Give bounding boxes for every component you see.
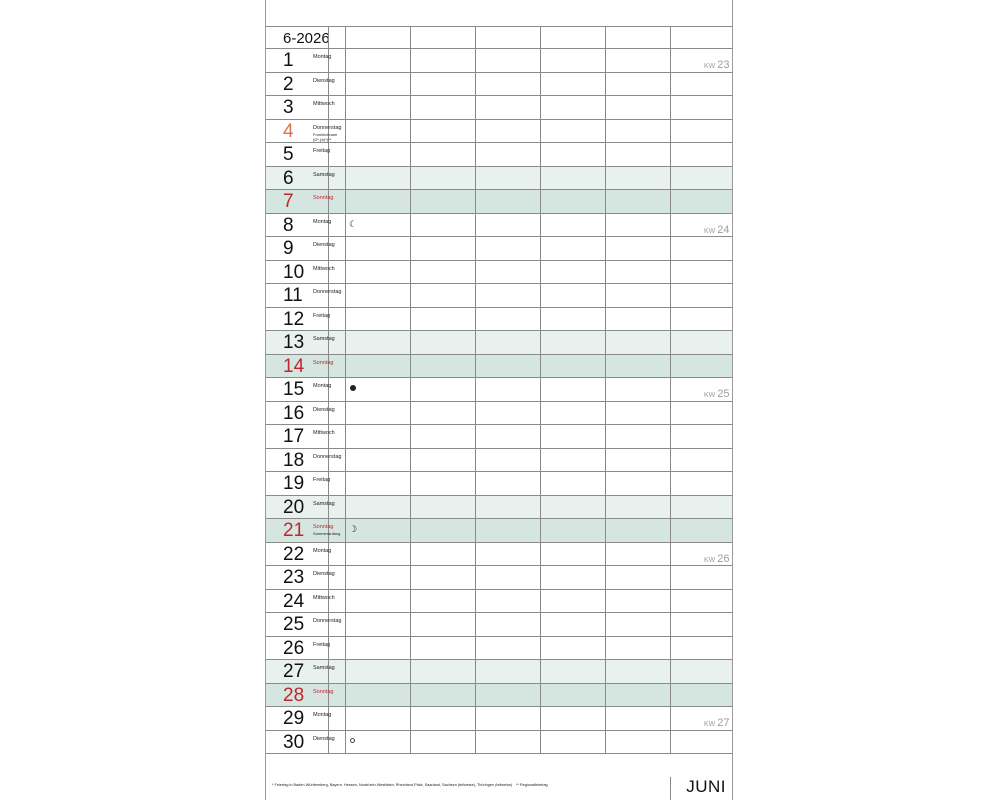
day-number: 29 <box>283 708 305 729</box>
day-row[interactable] <box>266 566 732 590</box>
day-row[interactable] <box>266 425 732 449</box>
day-row[interactable] <box>266 660 732 684</box>
weekday-label: Samstag <box>313 665 335 671</box>
day-row[interactable] <box>266 355 732 379</box>
day-number: 4 <box>283 120 294 142</box>
day-number: 14 <box>283 355 305 377</box>
top-margin <box>266 0 732 27</box>
day-row[interactable] <box>266 449 732 473</box>
day-number: 8 <box>283 214 294 236</box>
day-row[interactable] <box>266 684 732 708</box>
day-number: 11 <box>283 285 303 306</box>
day-number: 2 <box>283 73 294 95</box>
day-note: Fronleichnam <box>313 131 338 137</box>
day-number: 20 <box>283 496 305 518</box>
weekday-label: Dienstag <box>313 77 335 84</box>
weekday-label: Montag <box>313 712 332 718</box>
day-number: 25 <box>283 614 305 635</box>
weekday-label: Donnerstag <box>313 289 342 295</box>
weekday-label: Sonntag <box>313 359 334 366</box>
day-row[interactable] <box>266 49 732 73</box>
weekday-label: Donnerstag <box>313 618 342 624</box>
day-number: 27 <box>283 661 305 682</box>
month-name: JUNI <box>686 777 726 796</box>
day-note: Sommeranfang <box>313 531 341 536</box>
day-number: 1 <box>283 50 294 71</box>
day-number: 26 <box>283 637 305 659</box>
calendar-week: KW 27 <box>704 717 730 729</box>
day-row[interactable] <box>266 331 732 355</box>
day-row[interactable] <box>266 167 732 191</box>
day-row[interactable] <box>266 613 732 637</box>
day-number: 7 <box>283 191 294 212</box>
day-row[interactable] <box>266 120 732 144</box>
weekday-label: Mittwoch <box>313 430 335 436</box>
weekday-label: Mittwoch <box>313 265 335 272</box>
day-row[interactable] <box>266 496 732 520</box>
day-number: 18 <box>283 449 305 471</box>
weekday-label: Montag <box>313 547 332 554</box>
day-number: 28 <box>283 684 305 706</box>
weekday-label: Dienstag <box>313 571 335 577</box>
day-number: 19 <box>283 473 305 494</box>
weekday-label: Freitag <box>313 641 331 648</box>
day-number: 5 <box>283 144 294 165</box>
weekday-label: Samstag <box>313 500 335 507</box>
weekday-label: Donnerstag <box>313 453 342 460</box>
full-moon-icon <box>350 738 355 743</box>
calendar-planner <box>265 0 733 800</box>
day-row[interactable] <box>266 637 732 661</box>
day-number: 13 <box>283 332 305 353</box>
weekday-label: Montag <box>313 383 332 389</box>
weekday-label: Dienstag <box>313 735 335 742</box>
waning-moon-icon: ☾ <box>348 218 358 229</box>
day-row[interactable] <box>266 543 732 567</box>
day-row[interactable] <box>266 378 732 402</box>
weekday-label: Mittwoch <box>313 594 335 601</box>
day-row[interactable] <box>266 402 732 426</box>
calendar-week: KW 26 <box>704 552 730 565</box>
footnote-holiday: * Feiertag in Baden-Württemberg, Bayern, Hessen, Nordrhein-Westfalen, Rheinland-Pfalz, Saarland, Sachsen (teilweise), Thüringen (teilweise) <box>272 783 513 787</box>
day-note: (D*,(A)*)** <box>313 136 332 142</box>
weekday-label: Freitag <box>313 312 331 319</box>
day-row[interactable] <box>266 472 732 496</box>
day-number: 23 <box>283 567 305 588</box>
weekday-label: Sonntag <box>313 524 334 530</box>
day-row[interactable] <box>266 261 732 285</box>
weekday-label: Sonntag <box>313 195 334 201</box>
day-number: 21 <box>283 520 305 541</box>
day-number: 10 <box>283 261 305 283</box>
weekday-label: Freitag <box>313 148 331 154</box>
day-number: 24 <box>283 590 305 612</box>
day-number: 16 <box>283 402 305 424</box>
day-row[interactable] <box>266 214 732 238</box>
weekday-label: Mittwoch <box>313 101 335 107</box>
day-row[interactable] <box>266 237 732 261</box>
weekday-label: Samstag <box>313 336 335 342</box>
new-moon-icon <box>350 385 356 391</box>
day-number: 9 <box>283 238 294 259</box>
weekday-label: Montag <box>313 54 332 60</box>
day-number: 15 <box>283 379 305 400</box>
day-row[interactable] <box>266 308 732 332</box>
weekday-label: Sonntag <box>313 688 334 695</box>
day-row[interactable] <box>266 143 732 167</box>
day-row[interactable] <box>266 284 732 308</box>
calendar-week: KW 24 <box>704 223 730 236</box>
weekday-label: Dienstag <box>313 406 335 413</box>
day-row[interactable] <box>266 519 732 543</box>
page-title: 6-2026 <box>283 30 330 47</box>
day-number: 30 <box>283 731 305 753</box>
weekday-label: Freitag <box>313 477 331 483</box>
day-number: 6 <box>283 167 294 189</box>
footnote-regional: ** Regionalfeiertag <box>516 783 548 787</box>
weekday-label: Dienstag <box>313 242 335 248</box>
title-row <box>266 26 732 49</box>
day-row[interactable] <box>266 707 732 731</box>
day-number: 12 <box>283 308 305 330</box>
day-row[interactable] <box>266 190 732 214</box>
day-row[interactable] <box>266 96 732 120</box>
day-number: 3 <box>283 97 294 118</box>
weekday-label: Montag <box>313 218 332 225</box>
weekday-label: Donnerstag <box>313 124 342 131</box>
day-number: 17 <box>283 426 305 447</box>
day-row[interactable] <box>266 731 732 755</box>
day-row[interactable] <box>266 590 732 614</box>
day-number: 22 <box>283 543 305 565</box>
footer <box>266 777 732 800</box>
day-row[interactable] <box>266 73 732 97</box>
calendar-week: KW 23 <box>704 59 730 71</box>
waxing-moon-icon: ☽ <box>348 524 358 534</box>
weekday-label: Samstag <box>313 171 335 178</box>
calendar-week: KW 25 <box>704 388 730 400</box>
